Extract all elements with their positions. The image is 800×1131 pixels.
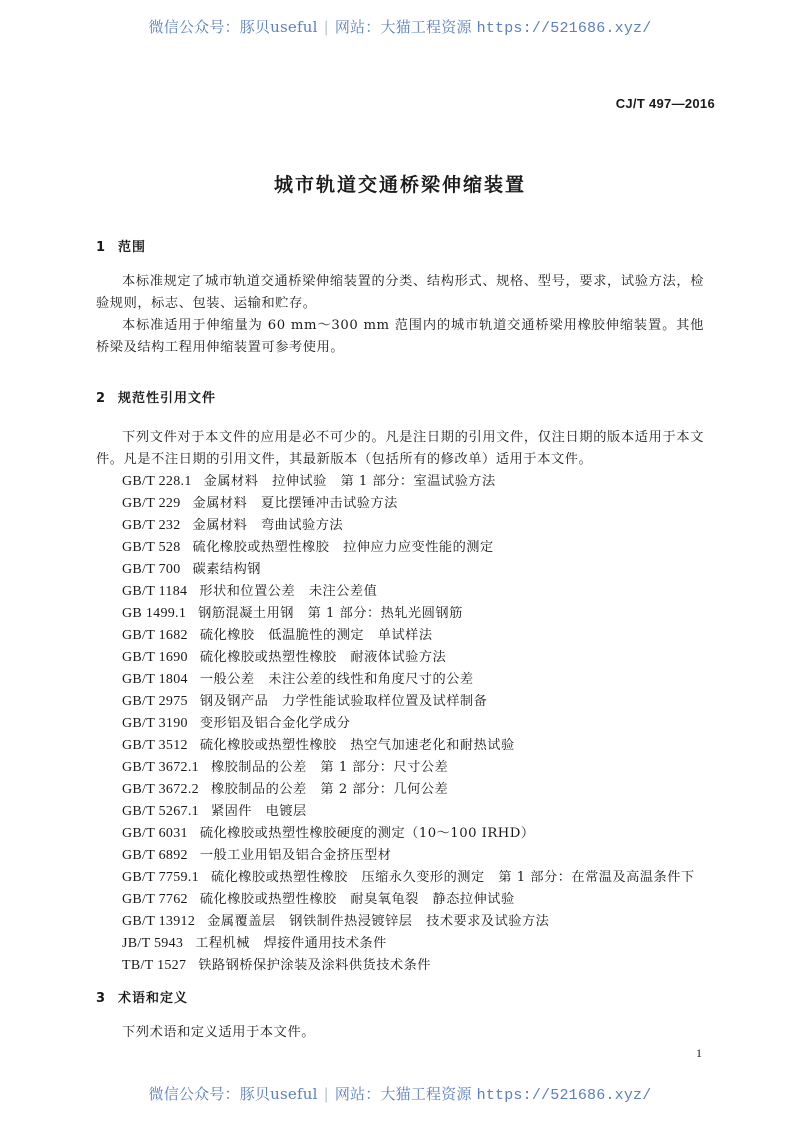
reference-code: GB/T 5267.1: [122, 804, 199, 819]
reference-list: [122, 471, 695, 977]
reference-title: 金属材料 拉伸试验 第 1 部分：室温试验方法: [203, 474, 496, 489]
reference-item: [122, 779, 695, 801]
reference-item: [122, 625, 695, 647]
reference-title: 硫化橡胶或热塑性橡胶 热空气加速老化和耐热试验: [199, 738, 515, 753]
section-heading-scope: [96, 236, 146, 255]
reference-code: GB/T 13912: [122, 914, 196, 929]
reference-code: GB/T 1682: [122, 628, 188, 643]
reference-code: GB/T 1184: [122, 584, 188, 599]
reference-title: 形状和位置公差 未注公差值: [199, 584, 378, 599]
reference-code: GB/T 7762: [122, 892, 188, 907]
watermark-url[interactable]: https://521686.xyz/: [476, 1087, 652, 1104]
reference-title: 变形铝及铝合金化学成分: [199, 716, 351, 731]
reference-title: 硫化橡胶或热塑性橡胶 耐臭氧龟裂 静态拉伸试验: [199, 892, 515, 907]
reference-title: 硫化橡胶或热塑性橡胶 拉伸应力应变性能的测定: [192, 540, 494, 555]
reference-code: GB/T 6892: [122, 848, 188, 863]
reference-item: [122, 933, 695, 955]
reference-item: [122, 867, 695, 889]
reference-item: [122, 801, 695, 823]
reference-item: [122, 713, 695, 735]
reference-item: [122, 669, 695, 691]
reference-code: GB/T 228.1: [122, 474, 192, 489]
reference-item: [122, 955, 695, 977]
reference-item: [122, 911, 695, 933]
paragraph-scope-2: 本标准适用于伸缩量为 60 mm～300 mm 范围内的城市轨道交通桥梁用橡胶伸缩装置。其他桥梁及结构工程用伸缩装置可参考使用。: [96, 318, 704, 355]
watermark-separator: |: [323, 18, 329, 36]
reference-code: GB/T 3672.1: [122, 760, 199, 775]
reference-item: [122, 647, 695, 669]
reference-title: 金属材料 夏比摆锤冲击试验方法: [192, 496, 398, 511]
reference-code: GB/T 229: [122, 496, 181, 511]
reference-title: 金属材料 弯曲试验方法: [192, 518, 344, 533]
reference-item: [122, 515, 695, 537]
watermark-separator: |: [323, 1085, 329, 1103]
reference-item: [122, 559, 695, 581]
paragraph-terms-intro: 下列术语和定义适用于本文件。: [122, 1025, 316, 1040]
reference-code: GB/T 7759.1: [122, 870, 199, 885]
paragraph-scope-1: 本标准规定了城市轨道交通桥梁伸缩装置的分类、结构形式、规格、型号，要求，试验方法，检验规则，标志、包装、运输和贮存。: [96, 274, 704, 311]
reference-code: GB/T 3190: [122, 716, 188, 731]
reference-code: GB/T 528: [122, 540, 181, 555]
reference-title: 硫化橡胶或热塑性橡胶硬度的测定（10～100 IRHD）: [199, 826, 535, 841]
reference-title: 硫化橡胶 低温脆性的测定 单试样法: [199, 628, 433, 643]
reference-item: [122, 537, 695, 559]
reference-item: [122, 757, 695, 779]
watermark-wechat: 微信公众号：豚贝useful: [148, 1085, 318, 1103]
section-title: 术语和定义: [118, 991, 189, 1006]
reference-code: GB/T 3672.2: [122, 782, 199, 797]
reference-item: [122, 603, 695, 625]
reference-code: GB/T 232: [122, 518, 181, 533]
section-title: 范围: [118, 240, 147, 255]
reference-title: 一般公差 未注公差的线性和角度尺寸的公差: [199, 672, 474, 687]
reference-code: GB/T 700: [122, 562, 181, 577]
reference-title: 钢及钢产品 力学性能试验取样位置及试样制备: [199, 694, 488, 709]
watermark-site: 网站：大猫工程资源: [334, 1085, 472, 1103]
section-title: 规范性引用文件: [118, 391, 217, 406]
document-title: 城市轨道交通桥梁伸缩装置: [273, 174, 526, 196]
reference-code: GB/T 1804: [122, 672, 188, 687]
watermark-wechat: 微信公众号：豚贝useful: [148, 18, 318, 36]
reference-title: 橡胶制品的公差 第 2 部分：几何公差: [210, 782, 449, 797]
reference-code: GB 1499.1: [122, 606, 187, 621]
watermark-top: [0, 16, 800, 37]
section-heading-terms-definitions: [96, 987, 188, 1006]
watermark-url[interactable]: https://521686.xyz/: [476, 20, 652, 37]
section-number: 3: [96, 991, 107, 1006]
paragraph-references-intro: 下列文件对于本文件的应用是必不可少的。凡是注日期的引用文件，仅注日期的版本适用于本文件。凡是不注日期的引用文件，其最新版本（包括所有的修改单）适用于本文件。: [96, 430, 704, 467]
reference-item: [122, 889, 695, 911]
reference-item: [122, 823, 695, 845]
reference-item: [122, 581, 695, 603]
reference-title: 碳素结构钢: [192, 562, 261, 577]
reference-title: 工程机械 焊接件通用技术条件: [195, 936, 387, 951]
reference-title: 橡胶制品的公差 第 1 部分：尺寸公差: [210, 760, 449, 775]
reference-item: [122, 735, 695, 757]
reference-title: 金属覆盖层 钢铁制件热浸镀锌层 技术要求及试验方法: [207, 914, 550, 929]
reference-title: 钢筋混凝土用钢 第 1 部分：热轧光圆钢筋: [198, 606, 463, 621]
reference-item: [122, 845, 695, 867]
reference-title: 铁路钢桥保护涂装及涂料供货技术条件: [198, 958, 431, 973]
reference-code: TB/T 1527: [122, 958, 187, 973]
reference-code: GB/T 3512: [122, 738, 188, 753]
reference-code: JB/T 5943: [122, 936, 184, 951]
reference-code: GB/T 1690: [122, 650, 188, 665]
watermark-bottom: [0, 1083, 800, 1104]
section-heading-normative-references: [96, 387, 216, 406]
watermark-site: 网站：大猫工程资源: [334, 18, 472, 36]
reference-item: [122, 493, 695, 515]
section-number: 1: [96, 240, 107, 255]
reference-code: GB/T 6031: [122, 826, 188, 841]
reference-item: [122, 471, 695, 493]
reference-title: 硫化橡胶或热塑性橡胶 耐液体试验方法: [199, 650, 447, 665]
reference-title: 一般工业用铝及铝合金挤压型材: [199, 848, 392, 863]
reference-code: GB/T 2975: [122, 694, 188, 709]
reference-item: [122, 691, 695, 713]
standard-code: CJ/T 497—2016: [615, 96, 715, 111]
reference-title: 紧固件 电镀层: [210, 804, 307, 819]
section-number: 2: [96, 391, 107, 406]
reference-title: 硫化橡胶或热塑性橡胶 压缩永久变形的测定 第 1 部分：在常温及高温条件下: [210, 870, 695, 885]
page-number: 1: [696, 1046, 702, 1060]
